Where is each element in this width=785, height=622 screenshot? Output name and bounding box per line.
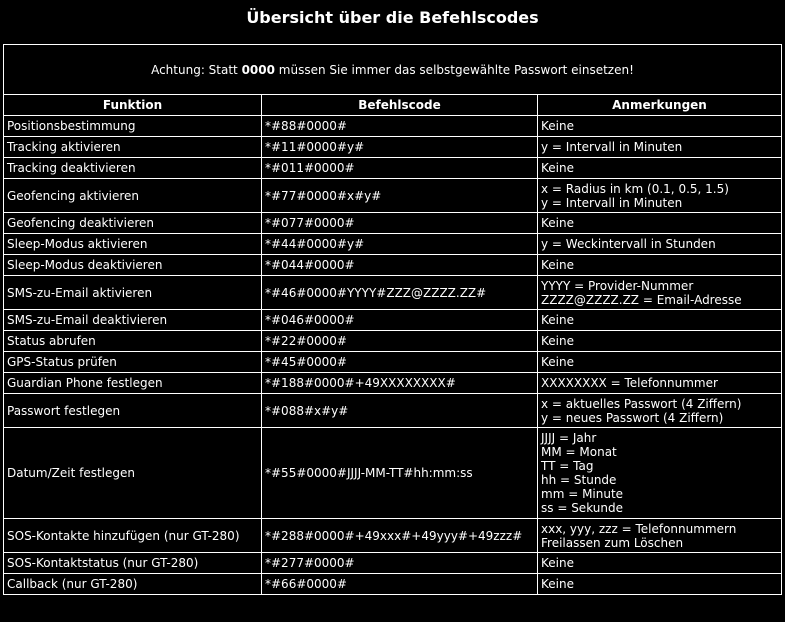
cell-befehlscode: *#288#0000#+49xxx#+49yyy#+49zzz# xyxy=(262,519,538,553)
note-line: Keine xyxy=(541,161,574,175)
cell-befehlscode: *#88#0000# xyxy=(262,116,538,137)
note-line: ss = Sekunde xyxy=(541,501,623,515)
table-row xyxy=(4,519,782,553)
note-line: TT = Tag xyxy=(541,459,594,473)
cell-anmerkungen xyxy=(538,158,782,179)
cell-funktion: Geofencing deaktivieren xyxy=(4,213,262,234)
note-line: ZZZZ@ZZZZ.ZZ = Email-Adresse xyxy=(541,292,742,307)
note-line: y = Intervall in Minuten xyxy=(541,140,683,154)
cell-funktion: Sleep-Modus deaktivieren xyxy=(4,255,262,276)
cell-funktion: Geofencing aktivieren xyxy=(4,179,262,213)
command-table xyxy=(3,44,782,595)
note-line: Keine xyxy=(541,258,574,272)
note-line: XXXXXXXX = Telefonnummer xyxy=(541,376,718,390)
cell-funktion: SOS-Kontakte hinzufügen (nur GT-280) xyxy=(4,519,262,553)
cell-anmerkungen xyxy=(538,234,782,255)
cell-befehlscode: *#46#0000#YYYY#ZZZ@ZZZZ.ZZ# xyxy=(262,276,538,310)
cell-anmerkungen xyxy=(538,331,782,352)
cell-funktion: Sleep-Modus aktivieren xyxy=(4,234,262,255)
note-line: hh = Stunde xyxy=(541,473,617,487)
note-line: mm = Minute xyxy=(541,487,624,501)
table-row xyxy=(4,428,782,519)
note-line: Keine xyxy=(541,355,574,369)
header-funktion: Funktion xyxy=(4,95,262,116)
cell-funktion: Datum/Zeit festlegen xyxy=(4,428,262,519)
table-row xyxy=(4,137,782,158)
note-line: x = aktuelles Passwort (4 Ziffern) xyxy=(541,396,742,411)
table-row xyxy=(4,213,782,234)
cell-funktion: SOS-Kontaktstatus (nur GT-280) xyxy=(4,553,262,574)
cell-befehlscode: *#44#0000#y# xyxy=(262,234,538,255)
cell-funktion: SMS-zu-Email deaktivieren xyxy=(4,310,262,331)
note-line: YYYY = Provider-Nummer xyxy=(541,278,694,293)
note-line: Keine xyxy=(541,556,574,570)
cell-funktion: Callback (nur GT-280) xyxy=(4,574,262,595)
password-notice xyxy=(4,45,782,95)
notice-bold: 0000 xyxy=(241,62,275,77)
cell-anmerkungen xyxy=(538,394,782,428)
table-row xyxy=(4,255,782,276)
cell-funktion: Tracking aktivieren xyxy=(4,137,262,158)
cell-befehlscode: *#277#0000# xyxy=(262,553,538,574)
table-row xyxy=(4,234,782,255)
table-row xyxy=(4,373,782,394)
cell-befehlscode: *#11#0000#y# xyxy=(262,137,538,158)
cell-funktion: Positionsbestimmung xyxy=(4,116,262,137)
cell-funktion: Tracking deaktivieren xyxy=(4,158,262,179)
cell-befehlscode: *#22#0000# xyxy=(262,331,538,352)
note-line: JJJJ = Jahr xyxy=(541,431,597,445)
note-line: Freilassen zum Löschen xyxy=(541,535,684,550)
note-line: y = neues Passwort (4 Ziffern) xyxy=(541,410,724,425)
header-befehlscode: Befehlscode xyxy=(262,95,538,116)
cell-funktion: Status abrufen xyxy=(4,331,262,352)
table-row xyxy=(4,574,782,595)
note-line: Keine xyxy=(541,334,574,348)
cell-anmerkungen xyxy=(538,276,782,310)
cell-anmerkungen xyxy=(538,213,782,234)
table-row xyxy=(4,276,782,310)
cell-funktion: SMS-zu-Email aktivieren xyxy=(4,276,262,310)
note-line: Keine xyxy=(541,216,574,230)
cell-funktion: GPS-Status prüfen xyxy=(4,352,262,373)
cell-befehlscode: *#55#0000#JJJJ-MM-TT#hh:mm:ss xyxy=(262,428,538,519)
cell-anmerkungen xyxy=(538,137,782,158)
note-line: MM = Monat xyxy=(541,445,617,459)
note-line: Keine xyxy=(541,577,574,591)
table-row xyxy=(4,553,782,574)
cell-anmerkungen xyxy=(538,373,782,394)
cell-befehlscode: *#45#0000# xyxy=(262,352,538,373)
page-title: Übersicht über die Befehlscodes xyxy=(246,8,539,27)
cell-anmerkungen xyxy=(538,519,782,553)
cell-anmerkungen xyxy=(538,116,782,137)
note-line: y = Weckintervall in Stunden xyxy=(541,237,716,251)
note-line: y = Intervall in Minuten xyxy=(541,195,683,210)
table-row xyxy=(4,331,782,352)
note-line: Keine xyxy=(541,119,574,133)
cell-befehlscode: *#011#0000# xyxy=(262,158,538,179)
header-row xyxy=(4,95,782,116)
cell-anmerkungen xyxy=(538,352,782,373)
cell-befehlscode: *#66#0000# xyxy=(262,574,538,595)
header-anmerkungen: Anmerkungen xyxy=(538,95,782,116)
cell-befehlscode: *#088#x#y# xyxy=(262,394,538,428)
cell-befehlscode: *#77#0000#x#y# xyxy=(262,179,538,213)
cell-funktion: Guardian Phone festlegen xyxy=(4,373,262,394)
table-row xyxy=(4,116,782,137)
table-row xyxy=(4,158,782,179)
cell-anmerkungen xyxy=(538,574,782,595)
table-row xyxy=(4,179,782,213)
cell-befehlscode: *#046#0000# xyxy=(262,310,538,331)
note-line: xxx, yyy, zzz = Telefonnummern xyxy=(541,521,737,536)
cell-anmerkungen xyxy=(538,310,782,331)
table-row xyxy=(4,310,782,331)
cell-befehlscode: *#044#0000# xyxy=(262,255,538,276)
cell-anmerkungen xyxy=(538,255,782,276)
table-row xyxy=(4,352,782,373)
cell-anmerkungen xyxy=(538,553,782,574)
cell-befehlscode: *#077#0000# xyxy=(262,213,538,234)
note-line: Keine xyxy=(541,313,574,327)
notice-prefix: Achtung: Statt xyxy=(151,62,242,77)
cell-anmerkungen xyxy=(538,428,782,519)
table-row xyxy=(4,394,782,428)
cell-anmerkungen xyxy=(538,179,782,213)
cell-funktion: Passwort festlegen xyxy=(4,394,262,428)
cell-befehlscode: *#188#0000#+49XXXXXXXX# xyxy=(262,373,538,394)
note-line: x = Radius in km (0.1, 0.5, 1.5) xyxy=(541,181,729,196)
notice-suffix: müssen Sie immer das selbstgewählte Passwort einsetzen! xyxy=(274,62,634,77)
